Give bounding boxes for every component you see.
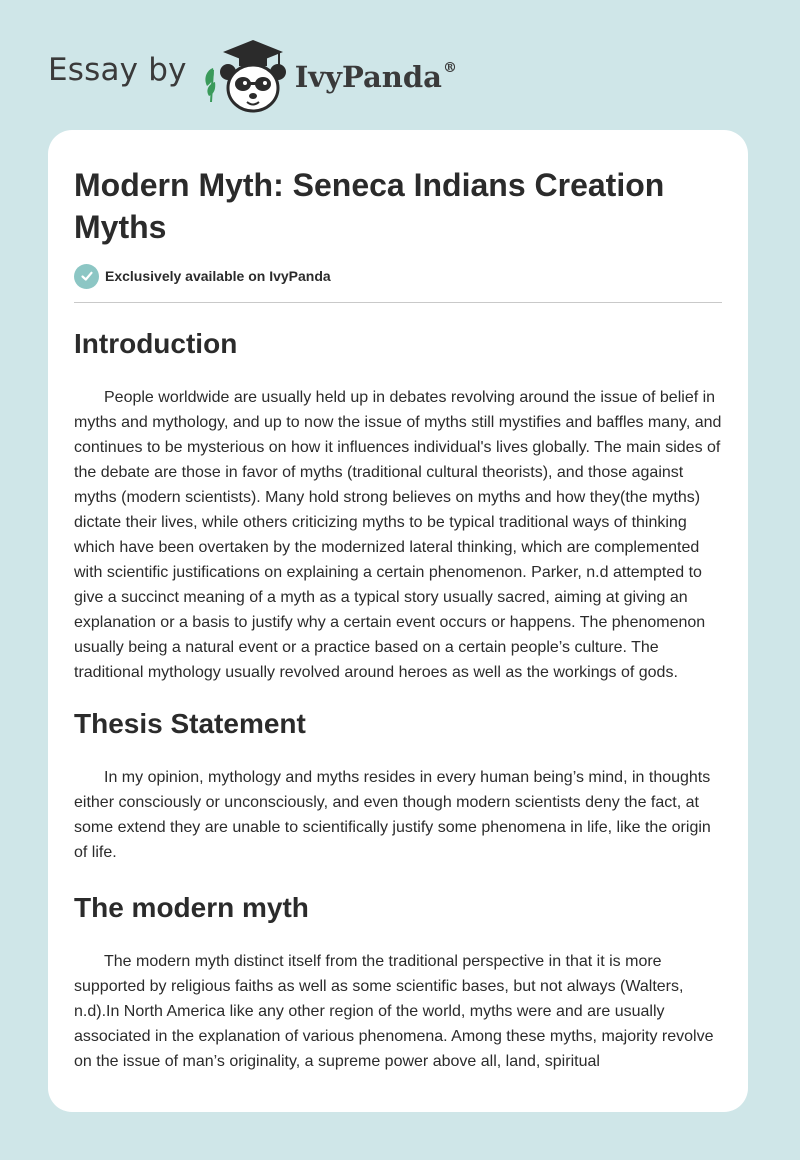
section-paragraph-thesis: In my opinion, mythology and myths resides in every human being’s mind, in thoughts either consciously or unconsciously, and even though modern scientists deny the fact, at some extend they are unable to scientifically justify some phenomena in life, like the origin of life.	[74, 769, 711, 861]
essay-card	[48, 130, 748, 1112]
panda-graduate-icon[interactable]	[201, 34, 291, 114]
section-heading-thesis: Thesis Statement	[74, 708, 306, 739]
check-icon	[74, 264, 99, 289]
section-heading-introduction: Introduction	[74, 328, 238, 359]
essay-title: Modern Myth: Seneca Indians Creation Myths	[74, 167, 665, 245]
registered-mark: ®	[442, 60, 457, 77]
brand-name[interactable]	[295, 60, 457, 94]
brand-label: IvyPanda	[294, 60, 442, 94]
section-paragraph-modern-myth: The modern myth distinct itself from the traditional perspective in that it is more supported by religious faiths as well as some scientific bases, but not always (Walters, n.d).In North America like any other region of the world, myths were and are usually associated in the explanation of various phenomena. Among these myths, majority revolve on the issue of man’s originality, a supreme power above all, land, spiritual	[74, 953, 714, 1070]
divider	[74, 302, 722, 303]
exclusive-badge	[74, 262, 722, 290]
site-header	[48, 34, 457, 114]
badge-label: Exclusively available on IvyPanda	[105, 268, 331, 284]
section-paragraph-introduction: People worldwide are usually held up in debates revolving around the issue of belief in myths and mythology, and up to now the issue of myths still mystifies and baffles many, and continues to be mysterious on how it influences individual's lives globally. The main sides of the debate are those in favor of myths (traditional cultural theorists), and those against myths (modern scientists). Many hold strong believes on myths and how they(the myths) dictate their lives, while others criticizing myths to be typical traditional ways of thinking which have been overtaken by the modernized lateral thinking, which are complemented with scientific justifications on explaining a certain phenomenon. Parker, n.d attempted to give a succinct meaning of a myth as a typical story usually sacred, aiming at giving an explanation or a basis to justify why a certain event occurs or happens. The phenomenon usually being a natural event or a practice based on a certain people’s culture. The traditional mythology usually revolved around heroes as well as the workings of gods.	[74, 389, 722, 681]
essay-by-label: Essay by	[48, 52, 187, 88]
section-heading-modern-myth: The modern myth	[74, 892, 309, 923]
